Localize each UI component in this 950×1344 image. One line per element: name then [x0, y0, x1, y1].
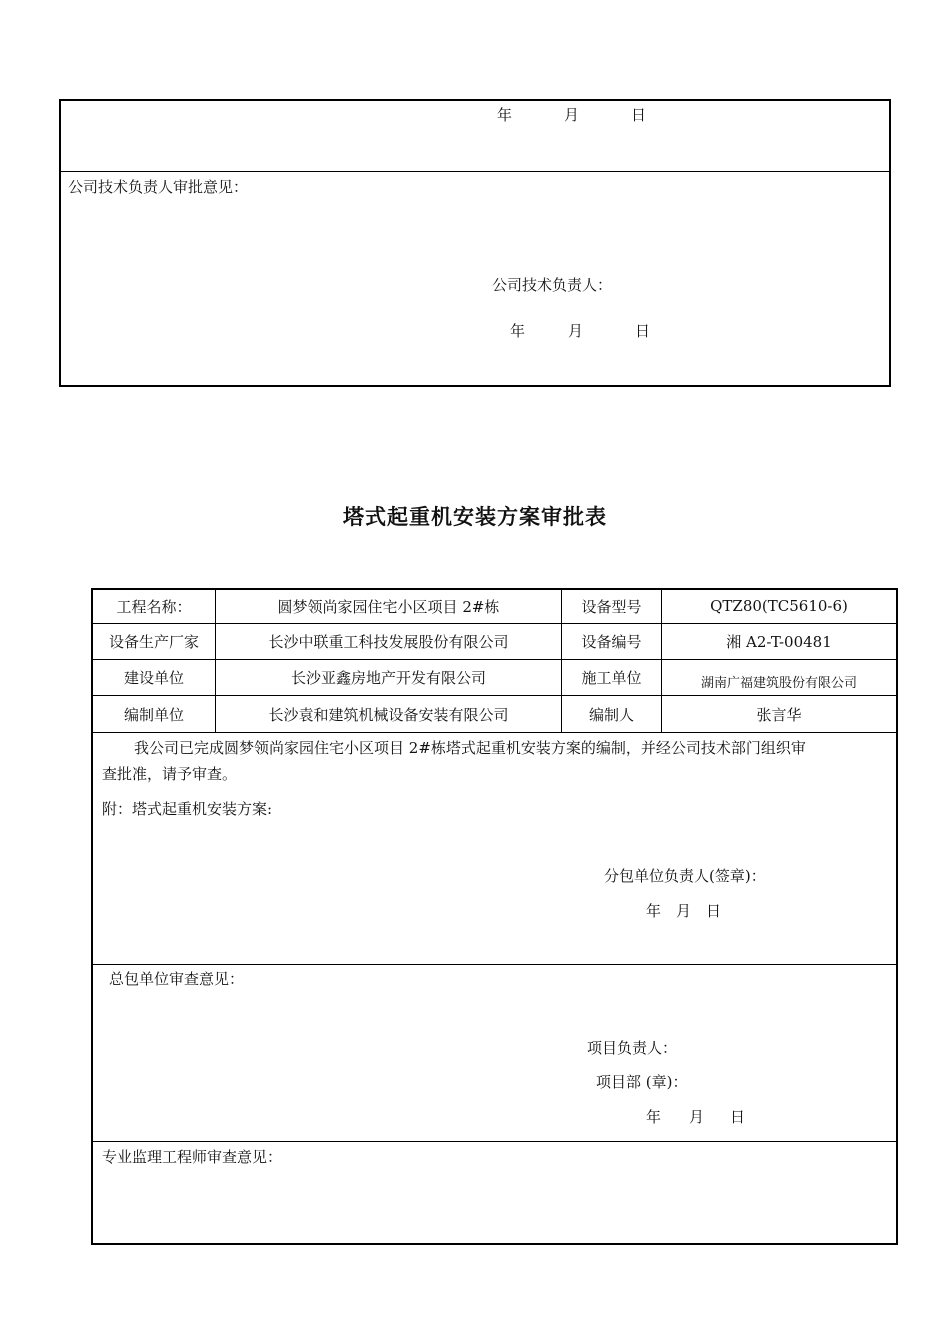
- compiler-label: 编制人: [588, 705, 634, 724]
- project-name-value: 圆梦领尚家园住宅小区项目 2#栋: [277, 597, 500, 616]
- developer-value: 长沙亚鑫房地产开发有限公司: [290, 669, 486, 687]
- compiler-unit-label: 编制单位: [123, 705, 184, 724]
- subcontractor-date: 年 月 日: [646, 902, 722, 920]
- row-divider: [91, 1141, 898, 1142]
- row-divider: [91, 732, 898, 733]
- supervisor-opinion-label: 专业监理工程师审查意见：: [102, 1148, 283, 1166]
- equipment-number-label: 设备编号: [581, 633, 642, 651]
- statement-line-2: 查批准，请予审查。: [102, 765, 238, 783]
- row-divider: [91, 964, 898, 965]
- manufacturer-label: 设备生产厂家: [108, 633, 199, 651]
- compiler-unit-value: 长沙袁和建筑机械设备安装有限公司: [268, 705, 509, 724]
- row-divider: [59, 171, 891, 172]
- subcontractor-sign-label: 分包单位负责人(签章)：: [604, 867, 766, 885]
- previous-table-fragment: [59, 99, 891, 387]
- gc-date-day: 日: [730, 1108, 746, 1126]
- attachment-label: 附：塔式起重机安装方案:: [102, 800, 273, 818]
- statement-line-1: 我公司已完成圆梦领尚家园住宅小区项目 2#栋塔式起重机安装方案的编制，并经公司技术部门组织审: [134, 739, 806, 757]
- date-year: 年: [497, 106, 513, 124]
- project-name-label: 工程名称：: [116, 597, 192, 616]
- date-day: 日: [631, 106, 647, 124]
- constructor-value: 湖南广福建筑股份有限公司: [700, 676, 857, 691]
- general-contractor-opinion-label: 总包单位审查意见：: [109, 970, 245, 988]
- equipment-model-label: 设备型号: [581, 597, 642, 616]
- tech-head-date-year: 年: [510, 322, 526, 340]
- project-head-label: 项目负责人：: [587, 1039, 678, 1057]
- page-title: 塔式起重机安装方案审批表: [343, 505, 607, 529]
- constructor-label: 施工单位: [581, 669, 642, 687]
- equipment-number-value: 湘 A2-T-00481: [726, 633, 832, 651]
- developer-label: 建设单位: [123, 669, 184, 687]
- tech-head-opinion-label: 公司技术负责人审批意见：: [68, 178, 249, 196]
- equipment-model-value: QTZ80(TC5610-6): [710, 597, 848, 615]
- compiler-value: 张言华: [756, 705, 802, 724]
- tech-head-date-day: 日: [635, 322, 651, 340]
- tech-head-sign-label: 公司技术负责人：: [492, 276, 613, 294]
- manufacturer-value: 长沙中联重工科技发展股份有限公司: [268, 633, 509, 651]
- gc-date-month: 月: [689, 1108, 705, 1126]
- tech-head-date-month: 月: [568, 322, 584, 340]
- project-dept-seal-label: 项目部 (章)：: [596, 1073, 688, 1091]
- date-month: 月: [564, 106, 580, 124]
- gc-date-year: 年: [646, 1108, 662, 1126]
